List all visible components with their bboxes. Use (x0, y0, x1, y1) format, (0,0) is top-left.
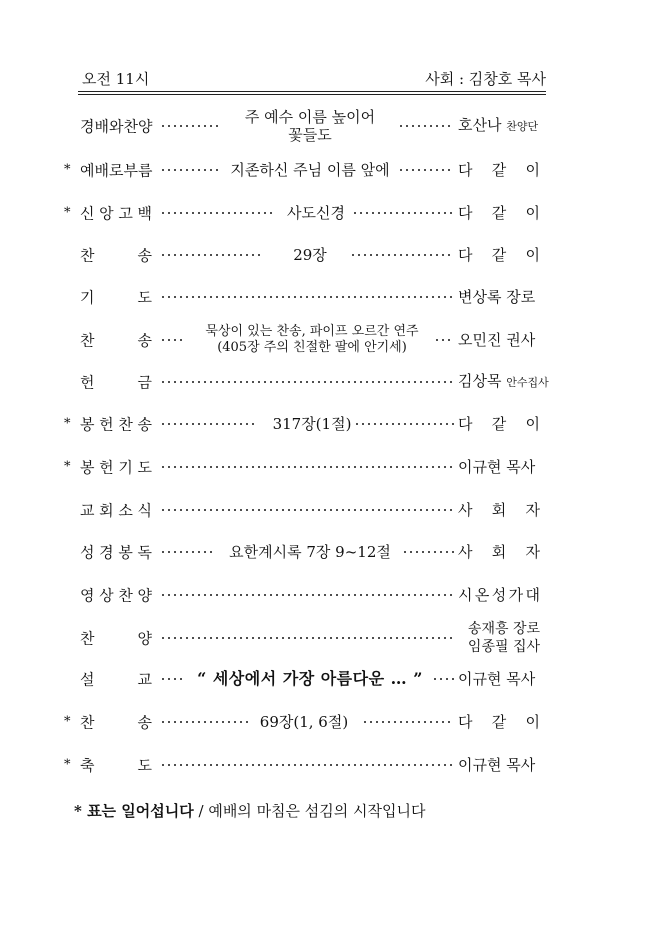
order-leader: 오민진 권사 (458, 331, 536, 349)
leader-dots (434, 339, 454, 341)
label-char: 설 (80, 670, 95, 689)
leader-line: 송재흥 장로 (467, 621, 540, 637)
order-leader: 이규현 목사 (458, 670, 536, 688)
order-leader (458, 116, 540, 136)
order-content (230, 108, 390, 144)
leader-dots (160, 509, 454, 511)
label-char: 교 (137, 670, 152, 689)
leader-dots (160, 594, 454, 596)
label-char: 성 (80, 543, 95, 562)
stand-marker: * (64, 714, 71, 730)
leader-dots (432, 678, 454, 680)
leader-dots (352, 212, 454, 214)
header-rule-double (78, 94, 546, 95)
leader-char: 사 (458, 543, 473, 561)
label-char: 찬 (80, 246, 95, 265)
leader-dots (160, 169, 218, 171)
service-time: 오전 11시 (82, 70, 150, 88)
order-content: 69장(1, 6절) (259, 713, 349, 731)
order-leader: 이규현 목사 (458, 458, 536, 476)
label-char: 찬 (118, 415, 133, 434)
leader-dots (160, 296, 454, 298)
leader-char: 자 (525, 501, 540, 519)
leader-dots (160, 678, 184, 680)
leader-char: 이 (525, 204, 540, 222)
leader-dots (160, 339, 182, 341)
label-char: 도 (137, 288, 152, 307)
label-char: 소 (118, 501, 133, 520)
label-char: 앙 (99, 204, 114, 223)
order-leader (458, 246, 540, 264)
order-row-confession (60, 191, 550, 235)
order-content: 317장(1절) (272, 415, 352, 433)
order-leader (458, 543, 540, 561)
label-char: 교 (80, 501, 95, 520)
leader-name: 김상목 (458, 372, 507, 390)
leader-char: 이 (525, 713, 540, 731)
label-char: 도 (137, 458, 152, 477)
leader-dots (160, 764, 454, 766)
label-char: 영 (80, 586, 95, 605)
leader-char: 가 (508, 586, 524, 604)
order-row-offering (60, 360, 550, 404)
leader-char: 다 (458, 415, 473, 433)
order-leader: 변상록 장로 (458, 288, 536, 306)
order-label (80, 712, 152, 733)
leader-name: 호산나 (458, 116, 507, 134)
label-char: 봉 (80, 458, 95, 477)
label-char: 헌 (99, 415, 114, 434)
stand-marker: * (64, 205, 71, 221)
leader-dots (160, 423, 256, 425)
leader-title: 안수집사 (506, 376, 549, 389)
label-char: 찬 (80, 331, 95, 350)
order-label (80, 755, 152, 776)
order-row-offering-hymn (60, 402, 550, 446)
leader-char: 같 (491, 713, 507, 731)
stand-marker: * (64, 757, 71, 773)
leader-char: 같 (491, 246, 507, 264)
leader-dots (398, 169, 454, 171)
order-row-worship-praise (60, 104, 550, 148)
label-char: 금 (137, 373, 152, 392)
order-row-closing-hymn (60, 700, 550, 744)
leader-char: 자 (525, 543, 540, 561)
leader-char: 대 (525, 586, 540, 604)
label-char: 헌 (80, 373, 95, 392)
leader-dots (362, 721, 454, 723)
leader-char: 다 (458, 246, 473, 264)
label-char: 도 (137, 756, 152, 775)
order-row-video-praise (60, 573, 550, 617)
order-leader (458, 713, 540, 731)
leader-char: 같 (491, 204, 507, 222)
leader-dots (160, 721, 248, 723)
leader-char: 이 (525, 415, 540, 433)
order-leader: 이규현 목사 (458, 756, 536, 774)
label-char: 양 (137, 629, 152, 648)
footer-motto: / 예배의 마침은 섬김의 시작입니다 (193, 802, 426, 820)
leader-char: 이 (525, 161, 540, 179)
order-content: 사도신경 (287, 204, 345, 222)
sermon-title: “ 세상에서 가장 아름다운 … ” (197, 669, 423, 688)
order-leader (458, 415, 540, 433)
label-char: 헌 (99, 458, 114, 477)
order-row-hymn-organ (60, 318, 550, 362)
order-leader (458, 161, 540, 179)
leader-char: 다 (458, 161, 473, 179)
leader-char: 사 (458, 501, 473, 519)
order-content: 요한계시록 7장 9~12절 (229, 543, 391, 561)
page-header (78, 66, 546, 92)
leader-char: 회 (491, 501, 507, 519)
leader-char: 다 (458, 713, 473, 731)
order-label (80, 628, 152, 649)
order-row-praise (60, 616, 550, 660)
leader-dots (160, 125, 218, 127)
order-label (80, 372, 152, 393)
label-char: 양 (137, 586, 152, 605)
order-content-line: (405장 주의 친절한 팔에 안기세) (217, 340, 407, 355)
leader-dots (160, 551, 214, 553)
label-char: 고 (118, 204, 133, 223)
label-char: 봉 (80, 415, 95, 434)
order-content-line: 주 예수 이름 높이어 (244, 108, 376, 126)
order-leader (458, 372, 549, 392)
order-label (80, 287, 152, 308)
order-label (80, 585, 152, 606)
order-label (80, 669, 152, 690)
leader-char: 회 (491, 543, 507, 561)
order-content (188, 324, 436, 356)
label-char: 신 (80, 204, 95, 223)
order-row-benediction (60, 743, 550, 787)
order-content: 29장 (293, 246, 327, 264)
order-label (80, 245, 152, 266)
order-leader (458, 620, 540, 656)
leader-dots (160, 212, 272, 214)
leader-dots (402, 551, 454, 553)
label-char: 독 (137, 543, 152, 562)
leader-line: 임종필 집사 (467, 639, 540, 655)
leader-char: 같 (491, 415, 507, 433)
order-label: 경배와찬양 (80, 117, 153, 136)
label-char: 찬 (80, 629, 95, 648)
label-char: 찬 (118, 586, 133, 605)
label-char: 송 (137, 415, 152, 434)
leader-dots (160, 637, 454, 639)
leader-dots (160, 254, 260, 256)
label-char: 백 (137, 204, 152, 223)
stand-marker: * (64, 162, 71, 178)
leader-char: 성 (491, 586, 507, 604)
leader-char: 온 (474, 586, 490, 604)
order-label (80, 330, 152, 351)
order-row-sermon (60, 657, 550, 701)
stand-marker: * (64, 459, 71, 475)
label-char: 송 (137, 713, 152, 732)
label-char: 상 (99, 586, 114, 605)
order-label (80, 542, 152, 563)
leader-dots (398, 125, 454, 127)
leader-dots (160, 466, 454, 468)
label-char: 기 (80, 288, 95, 307)
label-char: 송 (137, 331, 152, 350)
leader-char: 시 (458, 586, 473, 604)
label-char: 봉 (118, 543, 133, 562)
leader-dots (354, 423, 454, 425)
order-leader (458, 586, 540, 604)
leader-char: 같 (491, 161, 507, 179)
order-content: 지존하신 주님 이름 앞에 (230, 161, 390, 179)
label-char: 경 (99, 543, 114, 562)
header-rule (78, 91, 546, 92)
order-row-hymn (60, 233, 550, 277)
order-row-church-news (60, 488, 550, 532)
stand-marker: * (64, 416, 71, 432)
order-row-call-to-worship (60, 148, 550, 192)
order-label (80, 457, 152, 478)
order-content-line: 꽃들도 (288, 126, 332, 144)
order-row-prayer (60, 275, 550, 319)
order-label (80, 414, 152, 435)
order-leader (458, 204, 540, 222)
order-label (80, 500, 152, 521)
leader-title: 찬양단 (506, 120, 539, 133)
leader-char: 다 (458, 204, 473, 222)
label-char: 찬 (80, 713, 95, 732)
label-char: 기 (118, 458, 133, 477)
order-leader (458, 501, 540, 519)
order-label: 예배로부름 (80, 161, 153, 180)
order-row-offering-prayer (60, 445, 550, 489)
label-char: 회 (99, 501, 114, 520)
order-row-scripture (60, 530, 550, 574)
presider: 사회 : 김창호 목사 (425, 70, 546, 88)
order-content-line: 묵상이 있는 찬송, 파이프 오르간 연주 (205, 324, 419, 339)
leader-dots (350, 254, 454, 256)
footer-stand-note: * 표는 일어섭니다 (74, 802, 194, 820)
label-char: 식 (137, 501, 152, 520)
label-char: 송 (137, 246, 152, 265)
order-label (80, 203, 152, 224)
footer-note (74, 800, 426, 821)
label-char: 축 (80, 756, 95, 775)
leader-dots (160, 381, 454, 383)
leader-char: 이 (525, 246, 540, 264)
